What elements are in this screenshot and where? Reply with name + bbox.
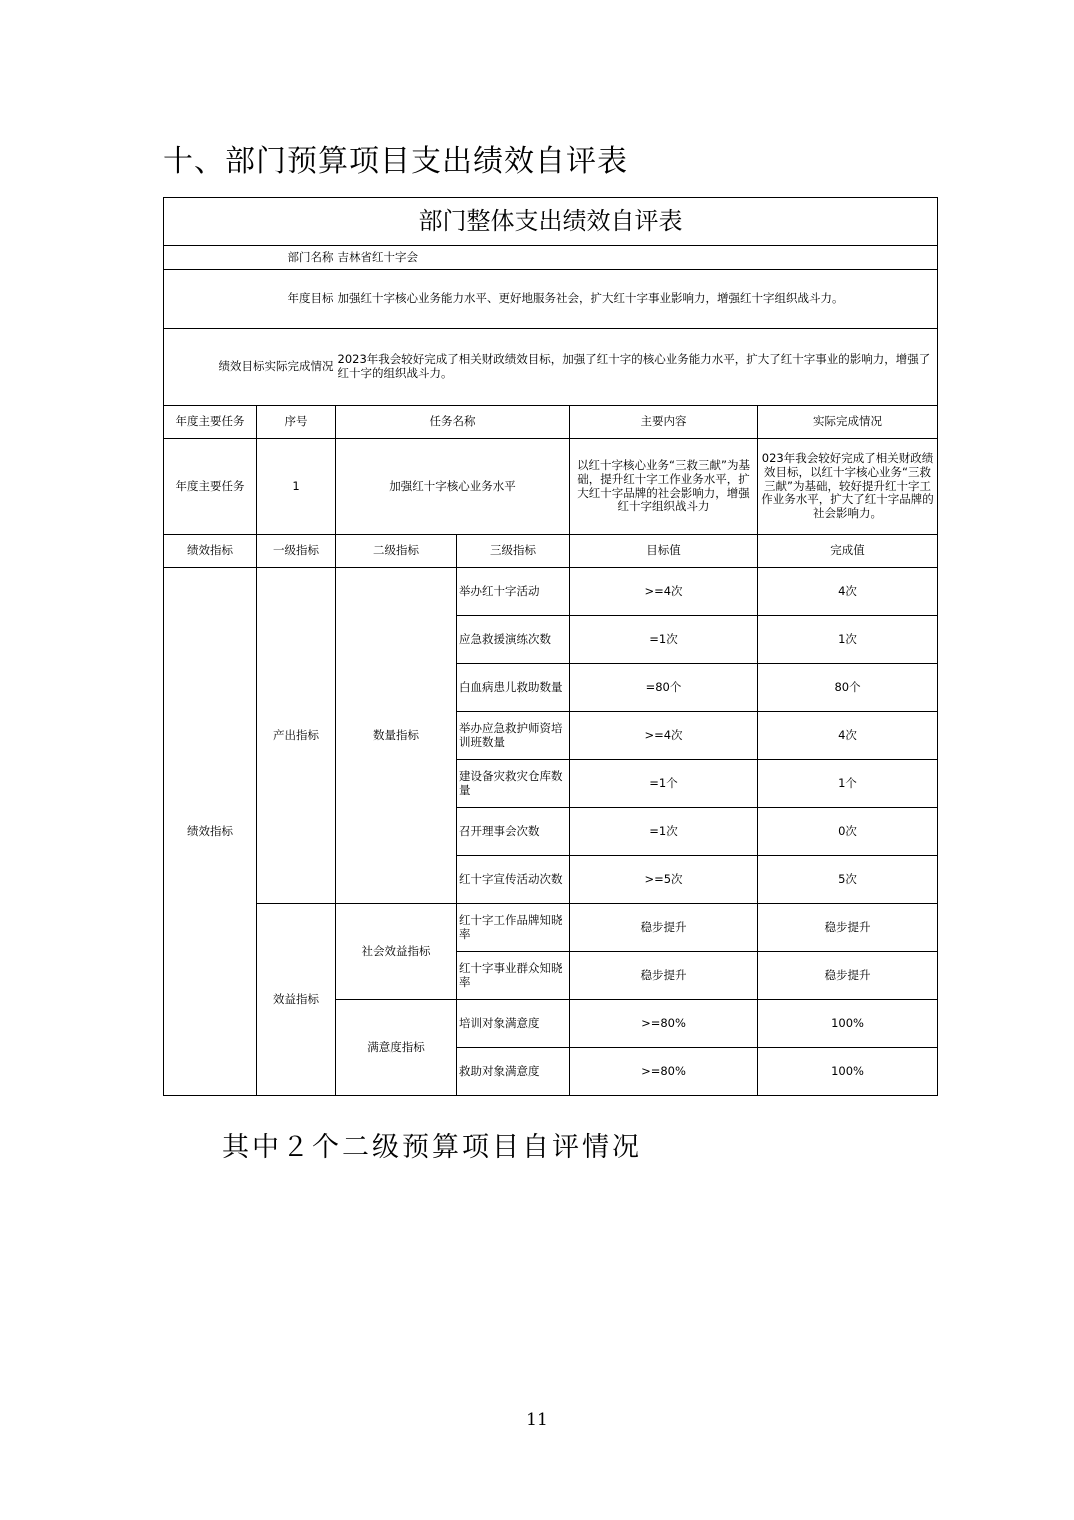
indicator-name: 红十字宣传活动次数	[457, 856, 570, 904]
indicator-name: 召开理事会次数	[457, 808, 570, 856]
indicator-actual: 0次	[758, 808, 938, 856]
task-actual: 023年我会较好完成了相关财政绩效目标，以红十字核心业务“三救三献”为基础，较好提升红十字工作业务水平，扩大了红十字品牌的社会影响力。	[758, 439, 938, 535]
indicator-name: 举办应急救护师资培训班数量	[457, 712, 570, 760]
indicator-target: >=4次	[570, 568, 758, 616]
indicator-target: >=80%	[570, 1000, 758, 1048]
quantity-l2-label: 数量指标	[336, 568, 457, 904]
goal-label: 年度目标	[164, 270, 336, 329]
benefit-l1-label: 效益指标	[257, 904, 336, 1096]
indicator-header-1: 绩效指标	[164, 535, 257, 568]
indicator-name: 建设备灾救灾仓库数量	[457, 760, 570, 808]
indicator-target: =1次	[570, 808, 758, 856]
indicator-actual: 1次	[758, 616, 938, 664]
task-header-1: 年度主要任务	[164, 406, 257, 439]
indicator-header-5: 目标值	[570, 535, 758, 568]
indicator-actual: 5次	[758, 856, 938, 904]
indicator-name: 培训对象满意度	[457, 1000, 570, 1048]
indicator-target: 稳步提升	[570, 952, 758, 1000]
indicator-target: >=80%	[570, 1048, 758, 1096]
goal-value: 加强红十字核心业务能力水平、更好地服务社会，扩大红十字事业影响力，增强红十字组织战斗力。	[336, 270, 938, 329]
performance-table	[163, 197, 938, 1096]
task-content: 以红十字核心业务“三救三献”为基础，提升红十字工作业务水平，扩大红十字品牌的社会影响力，增强红十字组织战斗力	[570, 439, 758, 535]
dept-label: 部门名称	[164, 246, 336, 270]
indicator-target: 稳步提升	[570, 904, 758, 952]
task-label: 年度主要任务	[164, 439, 257, 535]
completion-label: 绩效目标实际完成情况	[164, 329, 336, 406]
completion-value: 2023年我会较好完成了相关财政绩效目标，加强了红十字的核心业务能力水平，扩大了红十字事业的影响力，增强了红十字的组织战斗力。	[336, 329, 938, 406]
indicator-header-6: 完成值	[758, 535, 938, 568]
indicator-actual: 80个	[758, 664, 938, 712]
indicator-actual: 1个	[758, 760, 938, 808]
dept-value: 吉林省红十字会	[336, 246, 938, 270]
indicator-name: 应急救援演练次数	[457, 616, 570, 664]
page-title: 十、部门预算项目支出绩效自评表	[163, 144, 628, 179]
social-l2-label: 社会效益指标	[336, 904, 457, 1000]
indicator-name: 救助对象满意度	[457, 1048, 570, 1096]
indicator-name: 红十字工作品牌知晓率	[457, 904, 570, 952]
indicator-actual: 100%	[758, 1048, 938, 1096]
indicator-actual: 100%	[758, 1000, 938, 1048]
indicator-column-label: 绩效指标	[164, 568, 257, 1096]
indicator-actual: 稳步提升	[758, 952, 938, 1000]
indicator-target: =80个	[570, 664, 758, 712]
indicator-target: =1次	[570, 616, 758, 664]
indicator-name: 白血病患儿救助数量	[457, 664, 570, 712]
task-header-3: 任务名称	[336, 406, 570, 439]
indicator-header-3: 二级指标	[336, 535, 457, 568]
indicator-actual: 稳步提升	[758, 904, 938, 952]
section-subheading: 其中２个二级预算项目自评情况	[222, 1132, 642, 1163]
indicator-target: >=5次	[570, 856, 758, 904]
task-header-2: 序号	[257, 406, 336, 439]
table-title: 部门整体支出绩效自评表	[164, 198, 938, 246]
indicator-header-2: 一级指标	[257, 535, 336, 568]
satisfaction-l2-label: 满意度指标	[336, 1000, 457, 1096]
indicator-name: 红十字事业群众知晓率	[457, 952, 570, 1000]
indicator-actual: 4次	[758, 712, 938, 760]
page-number: 11	[526, 1410, 548, 1430]
indicator-name: 举办红十字活动	[457, 568, 570, 616]
task-header-4: 主要内容	[570, 406, 758, 439]
indicator-target: >=4次	[570, 712, 758, 760]
task-name: 加强红十字核心业务水平	[336, 439, 570, 535]
indicator-actual: 4次	[758, 568, 938, 616]
task-number: 1	[257, 439, 336, 535]
task-header-5: 实际完成情况	[758, 406, 938, 439]
output-l1-label: 产出指标	[257, 568, 336, 904]
indicator-target: =1个	[570, 760, 758, 808]
indicator-header-4: 三级指标	[457, 535, 570, 568]
